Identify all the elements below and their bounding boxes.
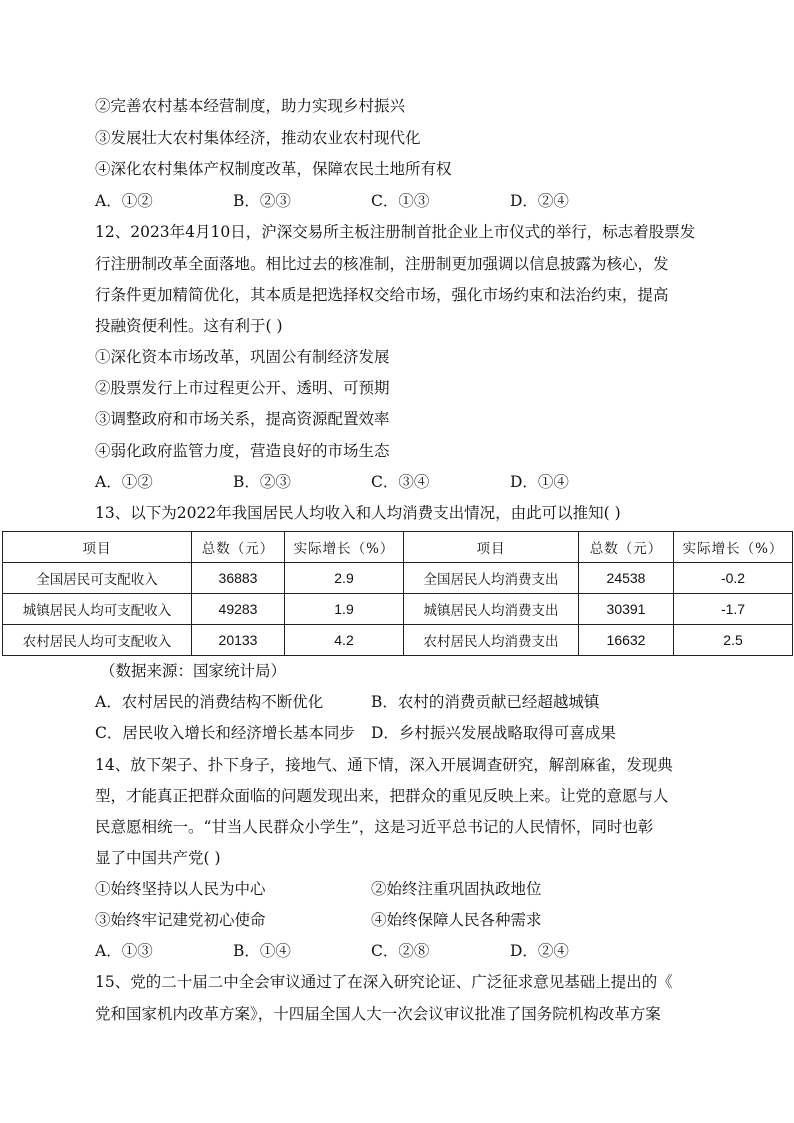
table-row — [3, 563, 793, 594]
q12-option-a[interactable]: A．①② — [95, 473, 153, 491]
table-cell: 全国居民可支配收入 — [3, 563, 192, 594]
q12-item-1: ①深化资本市场改革，巩固公有制经济发展 — [95, 348, 390, 366]
q12-option-d[interactable]: D．①④ — [510, 473, 569, 491]
table-header-row — [3, 532, 793, 563]
q13-stem: 13、以下为2022年我国居民人均收入和人均消费支出情况，由此可以推知( ) — [95, 504, 621, 522]
q13-option-b[interactable]: B．农村的消费贡献已经超越城镇 — [371, 693, 600, 711]
q14-item-4: ④始终保障人民各种需求 — [371, 911, 542, 929]
q11-option-b[interactable]: B．②③ — [233, 192, 291, 210]
q13-option-c[interactable]: C．居民收入增长和经济增长基本同步 — [95, 724, 355, 742]
q14-item-3: ③始终牢记建党初心使命 — [95, 911, 266, 929]
q11-option-c[interactable]: C．①③ — [371, 192, 430, 210]
q15-stem-line-1: 15、党的二十届二中全会审议通过了在深入研究论证、广泛征求意见基础上提出的《 — [95, 973, 673, 991]
table-header-cell: 实际增长（%） — [674, 532, 793, 563]
table-cell: 16632 — [579, 625, 674, 656]
q12-item-2: ②股票发行上市过程更公开、透明、可预期 — [95, 379, 390, 397]
table-header-cell: 项目 — [3, 532, 192, 563]
q14-stem-line-2: 型，才能真正把群众面临的问题发现出来，把群众的重见反映上来。让党的意愿与人 — [95, 787, 669, 805]
q11-item-2: ②完善农村基本经营制度，助力实现乡村振兴 — [95, 97, 406, 115]
table-cell: 农村居民人均可支配收入 — [3, 625, 192, 656]
q15-stem-line-2: 党和国家机内改革方案》，十四届全国人大一次会议审议批准了国务院机构改革方案 — [95, 1005, 661, 1023]
q12-option-b[interactable]: B．②③ — [233, 473, 291, 491]
table-cell: 20133 — [192, 625, 285, 656]
q13-option-d[interactable]: D．乡村振兴发展战略取得可喜成果 — [371, 724, 616, 742]
q12-stem-line-4: 投融资便利性。这有利于( ) — [95, 317, 283, 335]
table-header-cell: 总数（元） — [579, 532, 674, 563]
q14-stem-line-4: 显了中国共产党( ) — [95, 849, 221, 867]
table-cell: -1.7 — [674, 594, 793, 625]
q11-option-d[interactable]: D．②④ — [510, 192, 569, 210]
q12-item-4: ④弱化政府监管力度，营造良好的市场生态 — [95, 442, 390, 460]
q14-option-d[interactable]: D．②④ — [510, 942, 569, 960]
q12-item-3: ③调整政府和市场关系，提高资源配置效率 — [95, 410, 390, 428]
table-cell: -0.2 — [674, 563, 793, 594]
table-header-cell: 实际增长（%） — [285, 532, 404, 563]
q14-item-1: ①始终坚持以人民为中心 — [95, 880, 266, 898]
statistics-table — [2, 531, 793, 656]
table-cell: 城镇居民人均可支配收入 — [3, 594, 192, 625]
table-cell: 30391 — [579, 594, 674, 625]
q13-option-a[interactable]: A．农村居民的消费结构不断优化 — [95, 693, 324, 711]
q11-option-a[interactable]: A．①② — [95, 192, 153, 210]
table-cell: 2.5 — [674, 625, 793, 656]
table-header-cell: 项目 — [404, 532, 579, 563]
q12-stem-line-2: 行注册制改革全面落地。相比过去的核准制，注册制更加强调以信息披露为核心，发 — [95, 255, 669, 273]
table-row — [3, 594, 793, 625]
table-cell: 城镇居民人均消费支出 — [404, 594, 579, 625]
table-cell: 24538 — [579, 563, 674, 594]
q14-option-a[interactable]: A．①③ — [95, 942, 153, 960]
q14-item-2: ②始终注重巩固执政地位 — [371, 880, 542, 898]
q12-stem-line-1: 12、2023年4月10日，沪深交易所主板注册制首批企业上市仪式的举行，标志着股票发 — [95, 223, 696, 241]
table-cell: 4.2 — [285, 625, 404, 656]
table-cell: 农村居民人均消费支出 — [404, 625, 579, 656]
q14-stem-line-3: 民意愿相统一。“甘当人民群众小学生”，这是习近平总书记的人民情怀，同时也彰 — [95, 818, 654, 836]
table-row — [3, 625, 793, 656]
q11-item-3: ③发展壮大农村集体经济，推动农业农村现代化 — [95, 129, 421, 147]
table-cell: 49283 — [192, 594, 285, 625]
table-cell: 2.9 — [285, 563, 404, 594]
q12-stem-line-3: 行条件更加精简优化，其本质是把选择权交给市场，强化市场约束和法治约束，提高 — [95, 286, 669, 304]
table-cell: 36883 — [192, 563, 285, 594]
q14-stem-line-1: 14、放下架子、扑下身子，接地气、通下情，深入开展调查研究，解剖麻雀，发现典 — [95, 756, 673, 774]
table-cell: 全国居民人均消费支出 — [404, 563, 579, 594]
table-cell: 1.9 — [285, 594, 404, 625]
table-header-cell: 总数（元） — [192, 532, 285, 563]
q11-item-4: ④深化农村集体产权制度改革，保障农民土地所有权 — [95, 160, 452, 178]
q12-option-c[interactable]: C．③④ — [371, 473, 430, 491]
q13-data-source: （数据来源：国家统计局） — [100, 662, 287, 680]
q14-option-c[interactable]: C．②⑧ — [371, 942, 430, 960]
q14-option-b[interactable]: B．①④ — [233, 942, 291, 960]
